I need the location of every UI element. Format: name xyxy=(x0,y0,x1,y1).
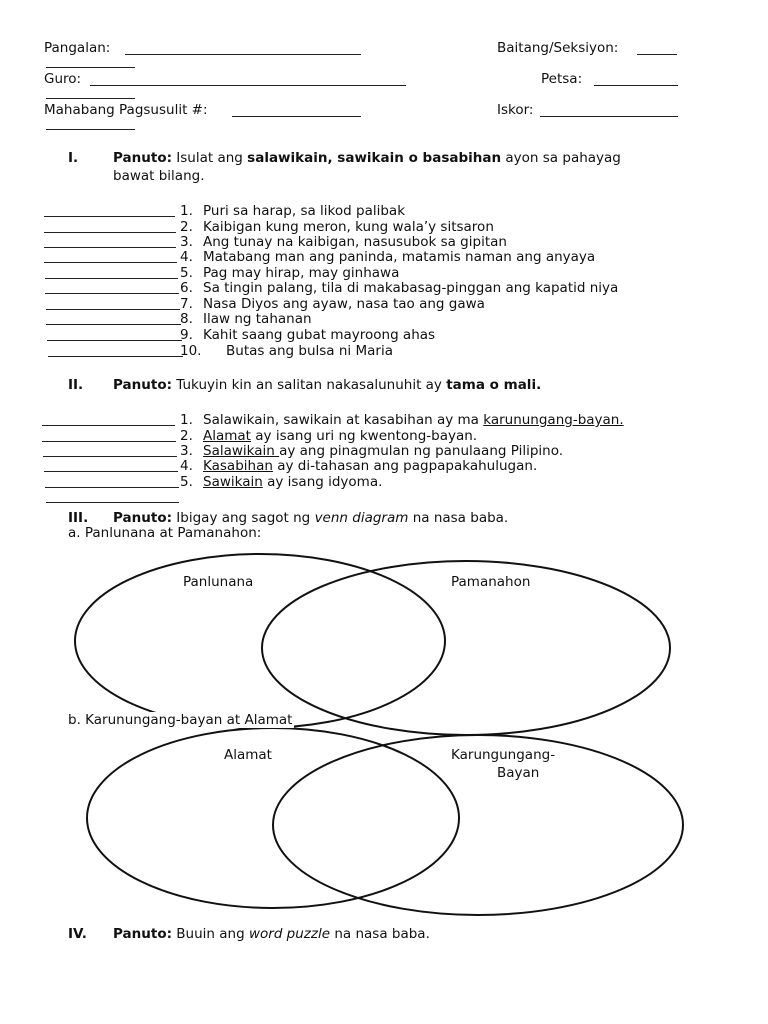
venn-b-right-label-1: Karungungang- xyxy=(451,747,556,763)
venn-b-right-label-2: Bayan xyxy=(497,765,540,781)
part1-text-c: bawat bilang. xyxy=(113,168,205,184)
part2-item-underlined: Salawikain xyxy=(203,443,280,459)
part2-item-num: 4. xyxy=(180,458,193,474)
venn-a-right-label: Pamanahon xyxy=(451,574,531,590)
part2-item-underlined: Sawikain xyxy=(203,474,263,490)
part2-item-post: ay isang uri ng kwentong-bayan. xyxy=(250,428,478,444)
part1-roman: I. xyxy=(68,150,79,166)
score-label: Iskor: xyxy=(497,102,534,118)
part1-item-num: 7. xyxy=(180,296,193,312)
part2-item-num: 2. xyxy=(180,428,193,444)
part4-text-a: Buuin ang xyxy=(176,926,245,942)
part3-panuto: Panuto: xyxy=(113,510,172,526)
grade-section-label: Baitang/Seksiyon: xyxy=(497,40,619,56)
part1-item-text: Kahit saang gubat mayroong ahas xyxy=(203,327,436,343)
part1-item-num: 4. xyxy=(180,249,193,265)
part1-item-text: Nasa Diyos ang ayaw, nasa tao ang gawa xyxy=(203,296,485,312)
part2-item-underlined: Kasabihan xyxy=(203,458,273,474)
part1-bold: salawikain, sawikain o basabihan xyxy=(247,150,502,166)
part1-text-b: ayon sa pahayag xyxy=(505,150,621,166)
part2-roman: II. xyxy=(68,377,84,393)
part1-item-num: 6. xyxy=(180,280,193,296)
part1-item-text: Sa tingin palang, tila di makabasag-pinggan ang kapatid niya xyxy=(203,280,619,296)
part1-item-num: 10. xyxy=(180,343,202,359)
part3-text-b: na nasa baba. xyxy=(412,510,509,526)
part2-item-num: 3. xyxy=(180,443,193,459)
part3-text-a: Ibigay ang sagot ng xyxy=(176,510,311,526)
part2-text-a: Tukuyin kin an salitan nakasalunuhit ay xyxy=(176,377,442,393)
part2-item-post: ay ang pinagmulan ng panulaang Pilipino. xyxy=(279,443,564,459)
part4-instruction xyxy=(113,926,430,942)
part1-item-num: 5. xyxy=(180,265,193,281)
part1-item-num: 8. xyxy=(180,311,193,327)
part1-item-text: Ilaw ng tahanan xyxy=(203,311,312,327)
part2-item-pre: Salawikain, sawikain at kasabihan ay ma xyxy=(203,412,484,428)
part3-sub-b: b. Karunungang-bayan at Alamat xyxy=(68,712,293,728)
part2-item-underlined: karunungang-bayan. xyxy=(483,412,624,428)
part1-item-text: Ang tunay na kaibigan, nasusubok sa gipitan xyxy=(203,234,507,250)
part4-text-b: na nasa baba. xyxy=(334,926,430,942)
name-label: Pangalan: xyxy=(44,40,111,56)
part1-text-a: Isulat ang xyxy=(176,150,243,166)
part2-item-post: ay isang idyoma. xyxy=(262,474,383,490)
part1-item-num: 2. xyxy=(180,219,193,235)
date-label: Petsa: xyxy=(541,71,583,87)
part3-roman: III. xyxy=(68,510,89,526)
teacher-label: Guro: xyxy=(44,71,82,87)
part1-item-num: 3. xyxy=(180,234,193,250)
part4-italic: word puzzle xyxy=(248,926,331,942)
part1-item-text: Matabang man ang paninda, matamis naman ang anyaya xyxy=(203,249,596,265)
part1-panuto: Panuto: xyxy=(113,150,172,166)
part4-panuto: Panuto: xyxy=(113,926,172,942)
quiz-number-label: Mahabang Pagsusulit #: xyxy=(44,102,208,118)
part1-item-num: 9. xyxy=(180,327,193,343)
venn-a-left-label: Panlunana xyxy=(183,574,254,590)
part2-item-num: 1. xyxy=(180,412,193,428)
part2-panuto: Panuto: xyxy=(113,377,172,393)
part2-item-underlined: Alamat xyxy=(203,428,251,444)
part1-item-text: Pag may hirap, may ginhawa xyxy=(203,265,400,281)
part2-item-post: ay di-tahasan ang pagpapakahulugan. xyxy=(272,458,538,474)
part1-item-text: Butas ang bulsa ni Maria xyxy=(226,343,393,359)
part2-bold: tama o mali. xyxy=(446,377,542,393)
part4-roman: IV. xyxy=(68,926,87,942)
part1-item-text: Kaibigan kung meron, kung wala’y sitsaron xyxy=(203,219,494,235)
venn-b-left-label: Alamat xyxy=(224,747,272,763)
part3-italic: venn diagram xyxy=(314,510,409,526)
part1-item-num: 1. xyxy=(180,203,193,219)
venn-a-left-circle[interactable] xyxy=(75,554,445,728)
part3-sub-a: a. Panlunana at Pamanahon: xyxy=(68,525,262,541)
part2-item-num: 5. xyxy=(180,474,193,490)
part1-item-text: Puri sa harap, sa likod palibak xyxy=(203,203,406,219)
